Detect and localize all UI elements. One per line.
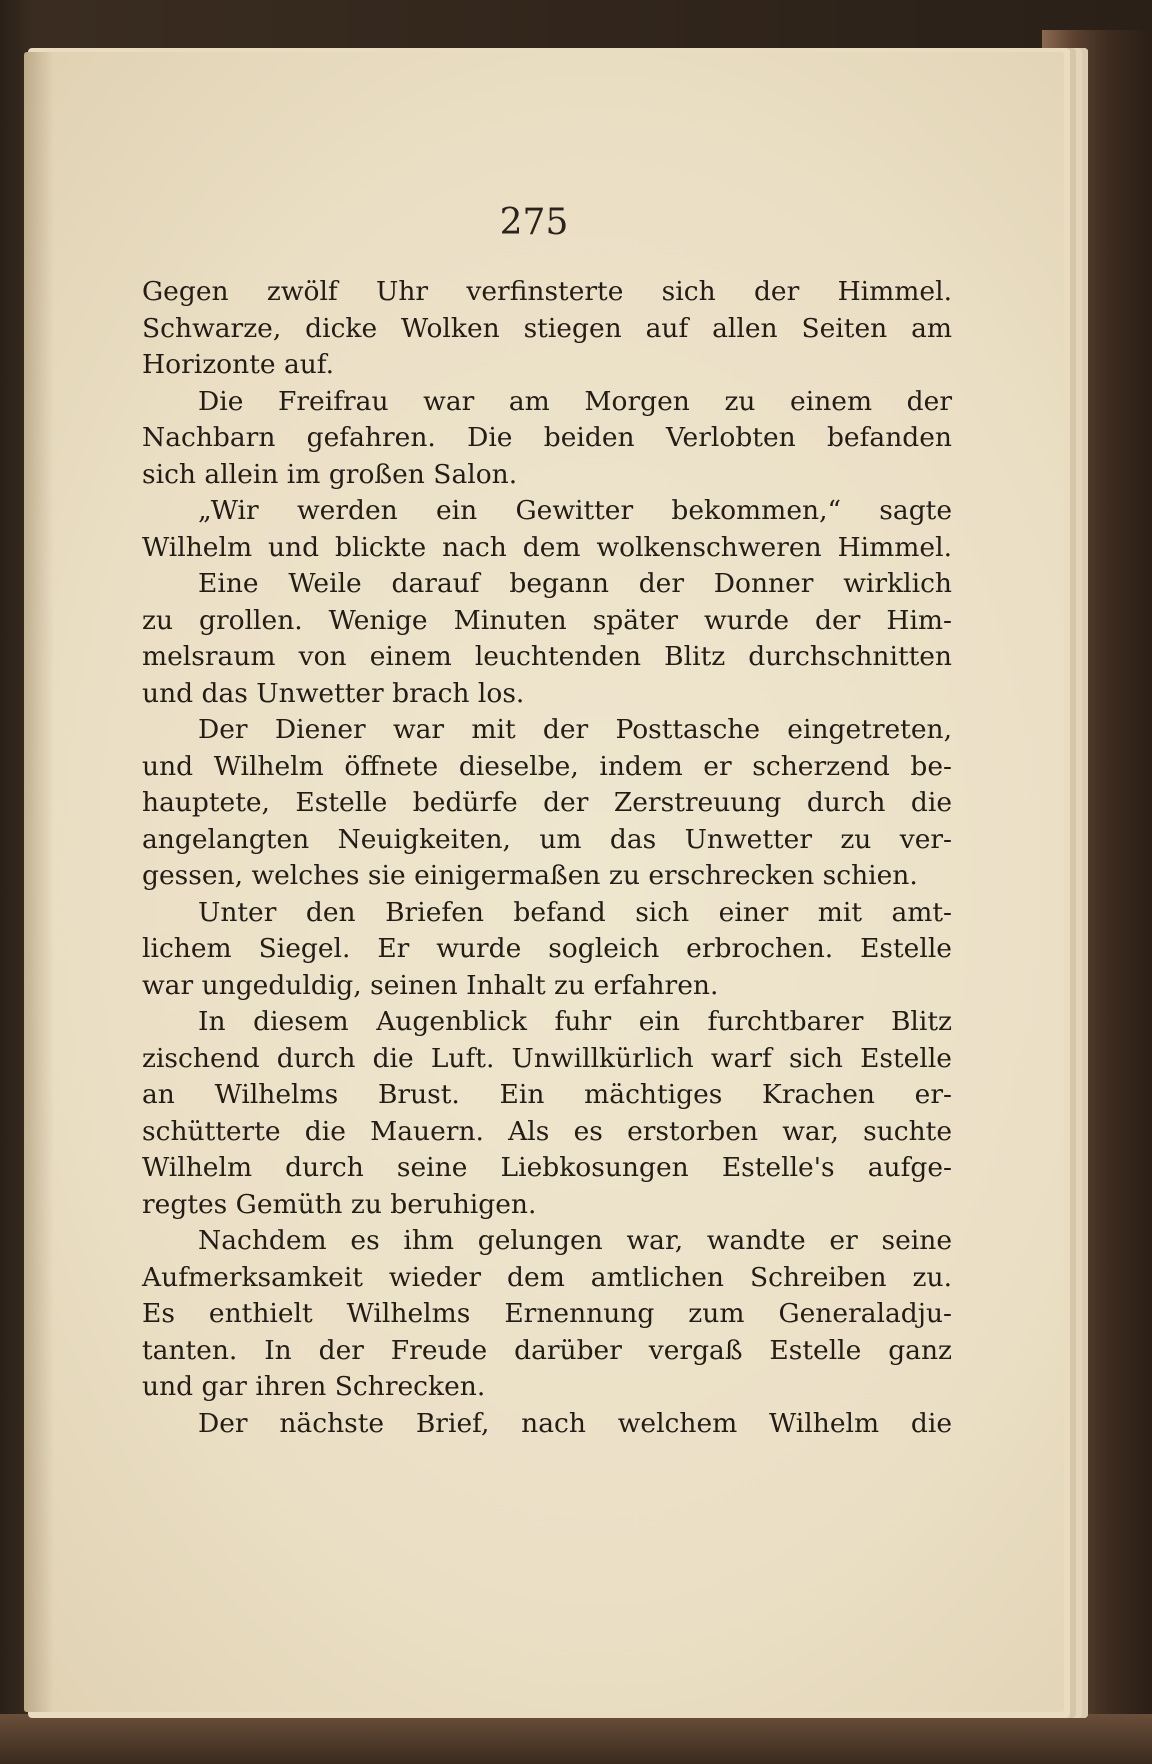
text-line: gessen, welches sie einigermaßen zu erschrecken schien. xyxy=(142,860,918,891)
text-line: Der Diener war mit der Posttasche eingetreten, xyxy=(198,714,952,745)
text-line: Aufmerksamkeit wieder dem amtlichen Schreiben zu. xyxy=(142,1261,952,1293)
text-line: tanten. In der Freude darüber vergaß Estelle ganz xyxy=(142,1334,952,1366)
text-line: melsraum von einem leuchtenden Blitz durchschnitten xyxy=(142,641,952,672)
text-line: Nachbarn gefahren. Die beiden Verlobten befanden xyxy=(142,422,952,453)
book-cover-bottom xyxy=(0,1714,1152,1764)
text-line: und gar ihren Schrecken. xyxy=(142,1371,486,1402)
page-text xyxy=(142,274,952,1442)
text-line: an Wilhelms Brust. Ein mächtiges Krachen er- xyxy=(142,1079,952,1110)
page-number: 275 xyxy=(499,202,569,243)
text-line: Die Freifrau war am Morgen zu einem der xyxy=(198,385,952,417)
text-line: Nachdem es ihm gelungen war, wandte er seine xyxy=(198,1225,952,1256)
page-gutter-shadow xyxy=(24,52,54,1712)
text-line: Gegen zwölf Uhr verfinsterte sich der Himmel. xyxy=(142,276,952,307)
text-line: regtes Gemüth zu beruhigen. xyxy=(142,1188,537,1220)
text-line: Horizonte auf. xyxy=(142,349,335,380)
text-line: lichem Siegel. Er wurde sogleich erbrochen. Estelle xyxy=(142,933,952,964)
text-line: und Wilhelm öffnete dieselbe, indem er scherzend be- xyxy=(142,750,952,782)
text-line: „Wir werden ein Gewitter bekommen,“ sagte xyxy=(198,495,952,526)
text-line: sich allein im großen Salon. xyxy=(142,458,518,490)
text-line: Unter den Briefen befand sich einer mit amt- xyxy=(198,896,952,928)
text-line: zischend durch die Luft. Unwillkürlich warf sich Estelle xyxy=(142,1042,952,1074)
text-line: und das Unwetter brach los. xyxy=(142,677,525,709)
text-line: angelangten Neuigkeiten, um das Unwetter zu ver- xyxy=(142,823,952,855)
book-page xyxy=(24,52,1064,1712)
text-line: schütterte die Mauern. Als es erstorben war, suchte xyxy=(142,1115,952,1147)
text-line: war ungeduldig, seinen Inhalt zu erfahren. xyxy=(142,969,719,1001)
text-line: Wilhelm durch seine Liebkosungen Estelle's aufge- xyxy=(142,1152,952,1183)
text-line: Es enthielt Wilhelms Ernennung zum Generaladju- xyxy=(142,1298,952,1329)
text-line: Eine Weile darauf begann der Donner wirklich xyxy=(198,568,952,599)
text-line: In diesem Augenblick fuhr ein furchtbarer Blitz xyxy=(198,1006,952,1037)
text-line: hauptete, Estelle bedürfe der Zerstreuung durch die xyxy=(142,787,952,818)
text-line: Der nächste Brief, nach welchem Wilhelm die xyxy=(198,1407,952,1439)
text-line: zu grollen. Wenige Minuten später wurde der Him- xyxy=(142,604,952,636)
text-line: Schwarze, dicke Wolken stiegen auf allen Seiten am xyxy=(142,312,952,344)
text-line: Wilhelm und blickte nach dem wolkenschweren Himmel. xyxy=(142,531,952,563)
